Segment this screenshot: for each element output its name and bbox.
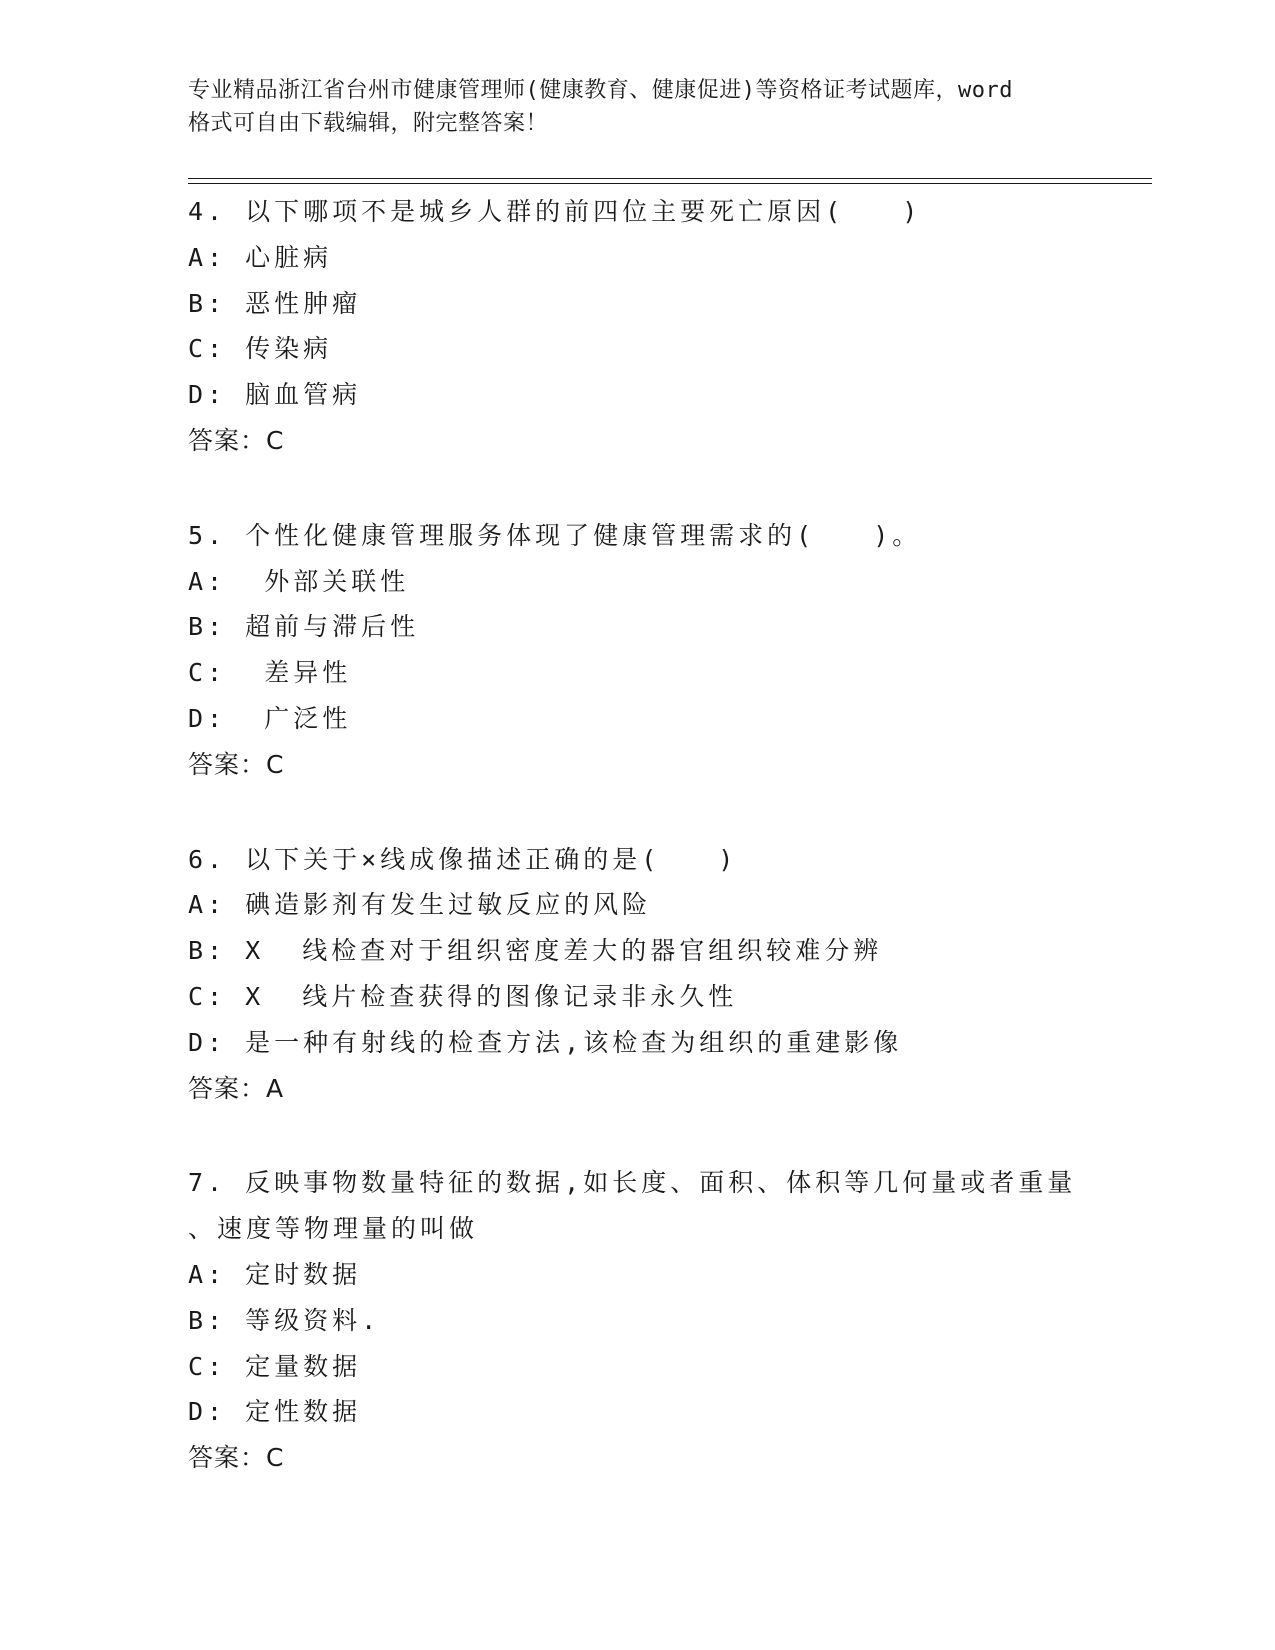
option-d: D: 脑血管病 [188, 380, 362, 410]
option-d: D: 广泛性 [188, 703, 352, 733]
option-b: B: 恶性肿瘤 [188, 288, 362, 318]
option-c: C: 定量数据 [188, 1351, 362, 1381]
header-divider [188, 178, 1152, 179]
option-c: C: 传染病 [188, 334, 333, 364]
question-stem: 5. 个性化健康管理服务体现了健康管理需求的( )。 [188, 520, 922, 550]
header-line-1: 专业精品浙江省台州市健康管理师(健康教育、健康促进)等资格证考试题库，word [188, 78, 1013, 103]
option-c: C: X 线片检查获得的图像记录非永久性 [188, 981, 738, 1011]
option-d: D: 定性数据 [188, 1397, 362, 1427]
option-b: B: 超前与滞后性 [188, 612, 420, 642]
option-a: A: 心脏病 [188, 242, 333, 272]
header-divider-double [188, 183, 1152, 184]
option-d: D: 是一种有射线的检查方法,该检查为组织的重建影像 [188, 1027, 903, 1057]
question-stem: 6. 以下关于×线成像描述正确的是( ) [188, 844, 738, 874]
answer: 答案：C [188, 749, 285, 779]
option-c: C: 差异性 [188, 658, 352, 688]
question-stem: 7. 反映事物数量特征的数据,如长度、面积、体积等几何量或者重量 [188, 1168, 1077, 1198]
question-4 [188, 189, 1148, 464]
question-stem-continued: 、速度等物理量的叫做 [188, 1214, 479, 1244]
answer: 答案：C [188, 425, 285, 455]
document-header [188, 74, 1088, 140]
question-6 [188, 837, 1148, 1112]
option-b: B: X 线检查对于组织密度差大的器官组织较难分辨 [188, 936, 883, 966]
answer: 答案：A [188, 1073, 285, 1103]
answer: 答案：C [188, 1443, 285, 1473]
question-list [188, 189, 1148, 1530]
option-b: B: 等级资料. [188, 1305, 381, 1335]
question-stem: 4. 以下哪项不是城乡人群的前四位主要死亡原因( ) [188, 197, 922, 226]
option-a: A: 碘造影剂有发生过敏反应的风险 [188, 890, 652, 920]
option-a: A: 外部关联性 [188, 566, 410, 596]
option-a: A: 定时数据 [188, 1259, 362, 1289]
question-5 [188, 513, 1148, 788]
question-7 [188, 1160, 1148, 1481]
header-line-2: 格式可自由下载编辑，附完整答案！ [188, 111, 549, 136]
